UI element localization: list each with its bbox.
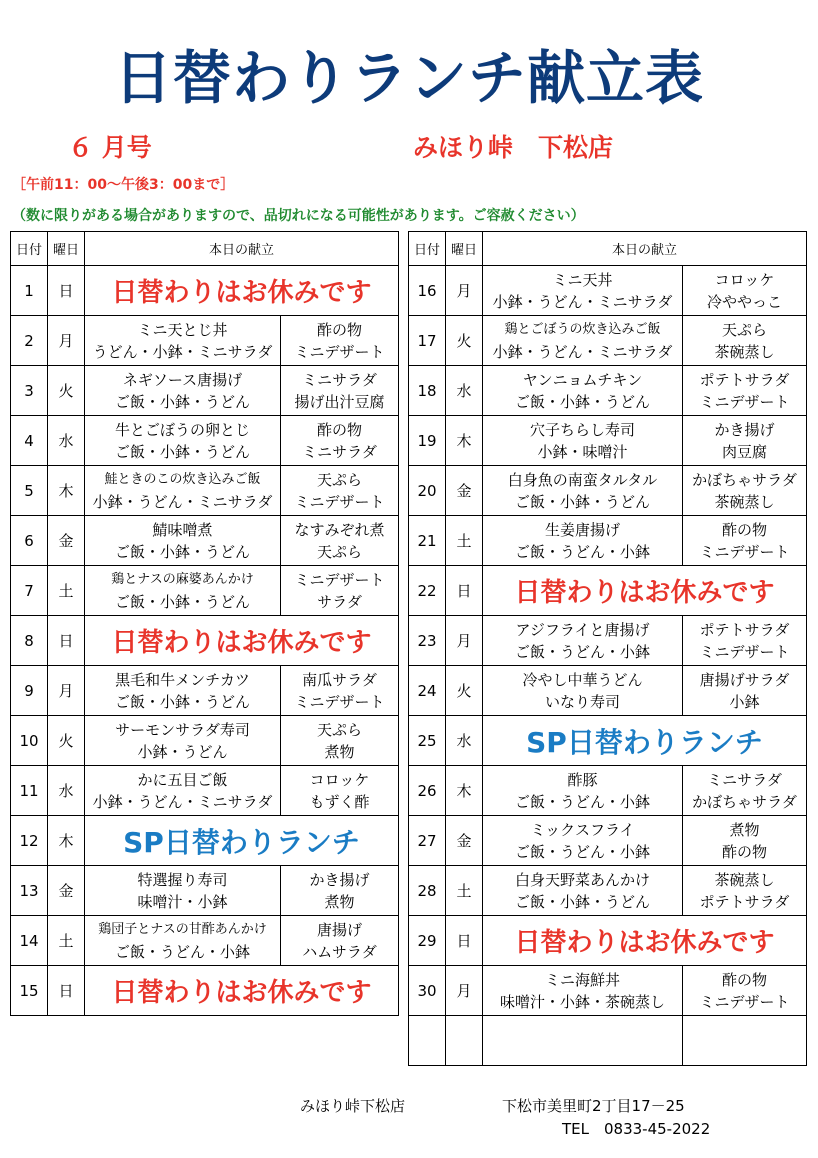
- stock-notice: （数に限りがある場合がありますので、品切れになる可能性があります。ご容赦ください）: [12, 208, 585, 224]
- side-dish-line: 酢の物: [721, 970, 767, 989]
- weekday-cell: 月: [446, 616, 483, 666]
- main-dish-cell: [85, 316, 281, 366]
- main-dish-line: ご飯・小鉢・うどん: [114, 692, 250, 711]
- main-dish-cell: [85, 766, 281, 816]
- weekday-column-header: 曜日: [446, 232, 483, 266]
- side-dish-cell: [683, 766, 807, 816]
- menu-table-left: [10, 231, 399, 1016]
- main-dish-cell: [85, 866, 281, 916]
- side-dish-line: 天ぷら: [316, 470, 362, 489]
- main-dish-line: ご飯・小鉢・うどん: [514, 492, 650, 511]
- main-dish-line: ご飯・うどん・小鉢: [514, 542, 650, 561]
- closed-notice: 日替わりはお休みです: [85, 616, 399, 666]
- menu-column-header: 本日の献立: [483, 232, 807, 266]
- date-cell: 19: [409, 416, 446, 466]
- side-dish-line: ミニデザート: [699, 392, 790, 411]
- side-dish-line: 南瓜サラダ: [302, 670, 377, 689]
- table-row: [409, 816, 807, 866]
- main-dish-cell: [483, 266, 683, 316]
- weekday-cell: [446, 1016, 483, 1066]
- main-dish-line: ご飯・小鉢・うどん: [114, 542, 250, 561]
- side-dish-line: サラダ: [317, 592, 362, 611]
- main-dish-line: ご飯・うどん・小鉢: [514, 842, 650, 861]
- main-dish-line: ネギソース唐揚げ: [122, 370, 243, 389]
- date-cell: 22: [409, 566, 446, 616]
- main-dish-line: 鯖味噌煮: [152, 520, 213, 539]
- table-row: [11, 466, 399, 516]
- table-row: [409, 616, 807, 666]
- page-title: 日替わりランチ献立表: [113, 44, 704, 112]
- footer-phone: TEL 0833-45-2022: [562, 1120, 711, 1138]
- side-dish-line: 天ぷら: [316, 542, 362, 561]
- weekday-cell: 日: [48, 266, 85, 316]
- side-dish-cell: [683, 316, 807, 366]
- weekday-cell: 水: [48, 416, 85, 466]
- side-dish-cell: [281, 716, 399, 766]
- date-cell: 1: [11, 266, 48, 316]
- side-dish-cell: [683, 666, 807, 716]
- date-cell: 8: [11, 616, 48, 666]
- main-dish-cell: [483, 766, 683, 816]
- main-dish-line: 酢豚: [567, 770, 598, 789]
- main-dish-line: 生姜唐揚げ: [544, 520, 620, 539]
- side-dish-cell: [683, 466, 807, 516]
- side-dish-line: コロッケ: [309, 770, 370, 789]
- weekday-cell: 水: [48, 766, 85, 816]
- side-dish-cell: [281, 366, 399, 416]
- weekday-cell: 土: [48, 916, 85, 966]
- date-cell: 23: [409, 616, 446, 666]
- main-dish-line: ご飯・うどん・小鉢: [514, 642, 650, 661]
- side-dish-cell: [683, 616, 807, 666]
- weekday-cell: 土: [48, 566, 85, 616]
- weekday-cell: 木: [446, 766, 483, 816]
- main-dish-cell: [483, 816, 683, 866]
- main-dish-line: 小鉢・うどん: [137, 742, 228, 761]
- side-dish-line: 酢の物: [316, 320, 362, 339]
- date-cell: 18: [409, 366, 446, 416]
- weekday-cell: 木: [48, 816, 85, 866]
- weekday-cell: 月: [48, 316, 85, 366]
- side-dish-line: ポテトサラダ: [699, 370, 790, 389]
- table-row: [409, 566, 807, 616]
- table-row: [409, 666, 807, 716]
- side-dish-cell: [281, 666, 399, 716]
- main-dish-line: 小鉢・うどん・ミニサラダ: [492, 342, 673, 361]
- side-dish-line: なすみぞれ煮: [294, 520, 385, 539]
- main-dish-line: ミニ海鮮丼: [544, 970, 620, 989]
- date-cell: 26: [409, 766, 446, 816]
- side-dish-line: ミニサラダ: [707, 770, 782, 789]
- side-dish-line: ミニデザート: [699, 992, 790, 1011]
- table-row: [11, 966, 399, 1016]
- closed-notice: 日替わりはお休みです: [85, 266, 399, 316]
- date-cell: 15: [11, 966, 48, 1016]
- date-cell: 13: [11, 866, 48, 916]
- side-dish-line: 煮物: [729, 820, 760, 839]
- main-dish-cell: [483, 966, 683, 1016]
- date-cell: 25: [409, 716, 446, 766]
- side-dish-line: 酢の物: [316, 420, 362, 439]
- table-row: [11, 416, 399, 466]
- weekday-cell: 土: [446, 866, 483, 916]
- weekday-cell: 金: [48, 866, 85, 916]
- weekday-cell: 水: [446, 716, 483, 766]
- side-dish-line: ミニデザート: [294, 570, 385, 589]
- main-dish-line: ミニ天とじ丼: [137, 320, 228, 339]
- date-cell: 27: [409, 816, 446, 866]
- date-cell: 4: [11, 416, 48, 466]
- side-dish-line: 天ぷら: [316, 720, 362, 739]
- date-cell: 9: [11, 666, 48, 716]
- side-dish-cell: [281, 916, 399, 966]
- date-cell: 12: [11, 816, 48, 866]
- closed-notice: 日替わりはお休みです: [483, 916, 807, 966]
- weekday-cell: 月: [446, 266, 483, 316]
- main-dish-line: 小鉢・うどん・ミニサラダ: [492, 292, 673, 311]
- date-cell: 16: [409, 266, 446, 316]
- side-dish-cell: [683, 1016, 807, 1066]
- date-cell: 24: [409, 666, 446, 716]
- weekday-cell: 日: [446, 566, 483, 616]
- main-dish-line: 鶏団子とナスの甘酢あんかけ: [98, 921, 267, 937]
- side-dish-line: ポテトサラダ: [699, 620, 790, 639]
- table-row: [11, 866, 399, 916]
- table-header-row: [409, 232, 807, 266]
- weekday-cell: 火: [446, 316, 483, 366]
- side-dish-line: 煮物: [324, 892, 355, 911]
- date-cell: 29: [409, 916, 446, 966]
- closed-notice: 日替わりはお休みです: [483, 566, 807, 616]
- side-dish-cell: [281, 416, 399, 466]
- closed-notice: 日替わりはお休みです: [85, 966, 399, 1016]
- side-dish-line: ミニデザート: [294, 492, 385, 511]
- side-dish-line: 小鉢: [729, 692, 760, 711]
- side-dish-cell: [281, 866, 399, 916]
- table-row: [409, 516, 807, 566]
- main-dish-cell: [483, 416, 683, 466]
- date-cell: 17: [409, 316, 446, 366]
- table-row: [11, 516, 399, 566]
- weekday-cell: 日: [48, 966, 85, 1016]
- side-dish-line: ミニサラダ: [302, 370, 377, 389]
- weekday-cell: 火: [48, 366, 85, 416]
- table-row: [409, 466, 807, 516]
- table-row: [11, 566, 399, 616]
- main-dish-line: 牛とごぼうの卵とじ: [114, 420, 250, 439]
- main-dish-cell: [85, 716, 281, 766]
- table-row: [409, 866, 807, 916]
- table-row: [409, 366, 807, 416]
- side-dish-cell: [281, 466, 399, 516]
- date-cell: 7: [11, 566, 48, 616]
- side-dish-line: 天ぷら: [721, 320, 767, 339]
- main-dish-cell: [483, 866, 683, 916]
- main-dish-line: 黒毛和牛メンチカツ: [115, 670, 250, 689]
- date-cell: 6: [11, 516, 48, 566]
- main-dish-cell: [85, 666, 281, 716]
- main-dish-line: 小鉢・味噌汁: [537, 442, 628, 461]
- table-row: [11, 666, 399, 716]
- side-dish-line: 煮物: [324, 742, 355, 761]
- side-dish-line: 唐揚げ: [316, 920, 362, 939]
- main-dish-cell: [483, 366, 683, 416]
- side-dish-line: かき揚げ: [714, 420, 775, 439]
- footer-shop-name: みほり峠下松店: [300, 1097, 406, 1115]
- shop-name: みほり峠 下松店: [413, 133, 614, 162]
- main-dish-line: 味噌汁・小鉢: [137, 892, 228, 911]
- weekday-cell: 月: [446, 966, 483, 1016]
- side-dish-line: ミニデザート: [699, 542, 790, 561]
- side-dish-line: ミニデザート: [294, 692, 385, 711]
- main-dish-line: サーモンサラダ寿司: [115, 720, 250, 739]
- table-row: [11, 366, 399, 416]
- main-dish-line: ご飯・うどん・小鉢: [114, 942, 250, 961]
- side-dish-line: かき揚げ: [309, 870, 370, 889]
- weekday-cell: 日: [48, 616, 85, 666]
- side-dish-line: かぼちゃサラダ: [692, 470, 797, 489]
- side-dish-cell: [281, 566, 399, 616]
- side-dish-cell: [281, 766, 399, 816]
- date-cell: 14: [11, 916, 48, 966]
- main-dish-cell: [85, 416, 281, 466]
- side-dish-line: 茶碗蒸し: [714, 492, 775, 511]
- issue-label: ６ 月号: [68, 133, 152, 162]
- table-row: [11, 266, 399, 316]
- side-dish-cell: [683, 416, 807, 466]
- side-dish-line: かぼちゃサラダ: [692, 792, 797, 811]
- side-dish-cell: [683, 516, 807, 566]
- side-dish-cell: [683, 266, 807, 316]
- main-dish-cell: [85, 566, 281, 616]
- side-dish-line: 茶碗蒸し: [714, 870, 775, 889]
- date-cell: [409, 1016, 446, 1066]
- date-column-header: 日付: [11, 232, 48, 266]
- weekday-cell: 水: [446, 366, 483, 416]
- main-dish-cell: [483, 316, 683, 366]
- main-dish-line: 白身魚の南蛮タルタル: [507, 470, 658, 489]
- side-dish-line: 冷ややっこ: [706, 292, 782, 311]
- main-dish-cell: [85, 366, 281, 416]
- main-dish-line: ご飯・小鉢・うどん: [114, 392, 250, 411]
- weekday-cell: 日: [446, 916, 483, 966]
- weekday-cell: 金: [446, 466, 483, 516]
- main-dish-line: ヤンニョムチキン: [522, 370, 643, 389]
- main-dish-cell: [483, 516, 683, 566]
- side-dish-cell: [281, 516, 399, 566]
- weekday-cell: 火: [446, 666, 483, 716]
- side-dish-line: コロッケ: [714, 270, 775, 289]
- main-dish-line: ミックスフライ: [530, 820, 635, 839]
- weekday-cell: 金: [48, 516, 85, 566]
- table-row: [409, 1016, 807, 1066]
- main-dish-line: 鶏とナスの麻婆あんかけ: [111, 571, 254, 587]
- main-dish-cell: [483, 666, 683, 716]
- table-row: [11, 616, 399, 666]
- date-cell: 28: [409, 866, 446, 916]
- main-dish-line: ミニ天丼: [552, 270, 613, 289]
- main-dish-line: ご飯・小鉢・うどん: [114, 592, 250, 611]
- main-dish-line: かに五目ご飯: [137, 770, 228, 789]
- main-dish-cell: [85, 516, 281, 566]
- date-column-header: 日付: [409, 232, 446, 266]
- main-dish-line: 穴子ちらし寿司: [529, 420, 635, 439]
- side-dish-line: ハムサラダ: [302, 942, 377, 961]
- table-row: [409, 766, 807, 816]
- main-dish-line: アジフライと唐揚げ: [515, 620, 650, 639]
- side-dish-cell: [683, 816, 807, 866]
- weekday-cell: 木: [446, 416, 483, 466]
- main-dish-line: 鮭ときのこの炊き込みご飯: [104, 471, 261, 487]
- date-cell: 11: [11, 766, 48, 816]
- side-dish-line: ミニデザート: [699, 642, 790, 661]
- date-cell: 5: [11, 466, 48, 516]
- weekday-column-header: 曜日: [48, 232, 85, 266]
- special-lunch-banner: SP日替わりランチ: [85, 816, 399, 866]
- side-dish-line: ミニデザート: [294, 342, 385, 361]
- main-dish-line: 小鉢・うどん・ミニサラダ: [92, 492, 273, 511]
- weekday-cell: 土: [446, 516, 483, 566]
- weekday-cell: 木: [48, 466, 85, 516]
- table-row: [409, 266, 807, 316]
- main-dish-line: ご飯・うどん・小鉢: [514, 792, 650, 811]
- side-dish-line: 酢の物: [721, 520, 767, 539]
- table-row: [409, 416, 807, 466]
- main-dish-cell: [85, 916, 281, 966]
- table-row: [11, 316, 399, 366]
- menu-column-header: 本日の献立: [85, 232, 399, 266]
- main-dish-line: いなり寿司: [544, 692, 620, 711]
- date-cell: 30: [409, 966, 446, 1016]
- table-row: [409, 966, 807, 1016]
- table-header-row: [11, 232, 399, 266]
- main-dish-cell: [85, 466, 281, 516]
- side-dish-line: 揚げ出汁豆腐: [294, 392, 385, 411]
- table-row: [11, 716, 399, 766]
- side-dish-cell: [281, 316, 399, 366]
- main-dish-cell: [483, 616, 683, 666]
- side-dish-line: 茶碗蒸し: [714, 342, 775, 361]
- main-dish-line: 冷やし中華うどん: [522, 670, 643, 689]
- date-cell: 21: [409, 516, 446, 566]
- date-cell: 20: [409, 466, 446, 516]
- main-dish-line: ご飯・小鉢・うどん: [514, 892, 650, 911]
- side-dish-line: ポテトサラダ: [699, 892, 790, 911]
- date-cell: 2: [11, 316, 48, 366]
- side-dish-line: 肉豆腐: [721, 442, 767, 461]
- side-dish-line: ミニサラダ: [302, 442, 377, 461]
- main-dish-line: うどん・小鉢・ミニサラダ: [92, 342, 273, 361]
- weekday-cell: 月: [48, 666, 85, 716]
- main-dish-line: 小鉢・うどん・ミニサラダ: [92, 792, 273, 811]
- menu-table-right: [408, 231, 807, 1066]
- main-dish-cell: [483, 466, 683, 516]
- special-lunch-banner: SP日替わりランチ: [483, 716, 807, 766]
- table-row: [409, 316, 807, 366]
- table-row: [409, 716, 807, 766]
- side-dish-cell: [683, 366, 807, 416]
- side-dish-line: もずく酢: [309, 792, 370, 811]
- main-dish-line: 特選握り寿司: [137, 870, 228, 889]
- side-dish-line: 唐揚げサラダ: [699, 670, 790, 689]
- date-cell: 10: [11, 716, 48, 766]
- side-dish-cell: [683, 966, 807, 1016]
- main-dish-line: 味噌汁・小鉢・茶碗蒸し: [499, 992, 665, 1011]
- main-dish-line: 鶏とごぼうの炊き込みご飯: [504, 321, 661, 337]
- main-dish-line: 白身天野菜あんかけ: [514, 870, 650, 889]
- weekday-cell: 火: [48, 716, 85, 766]
- weekday-cell: 金: [446, 816, 483, 866]
- table-row: [11, 816, 399, 866]
- business-hours: ［午前11：00～午後3：00まで］: [12, 177, 235, 193]
- main-dish-cell: [483, 1016, 683, 1066]
- side-dish-cell: [683, 866, 807, 916]
- table-row: [11, 916, 399, 966]
- date-cell: 3: [11, 366, 48, 416]
- table-row: [11, 766, 399, 816]
- side-dish-line: 酢の物: [721, 842, 767, 861]
- main-dish-line: ご飯・小鉢・うどん: [514, 392, 650, 411]
- main-dish-line: ご飯・小鉢・うどん: [114, 442, 250, 461]
- table-row: [409, 916, 807, 966]
- footer-address: 下松市美里町2丁目17－25: [502, 1097, 685, 1115]
